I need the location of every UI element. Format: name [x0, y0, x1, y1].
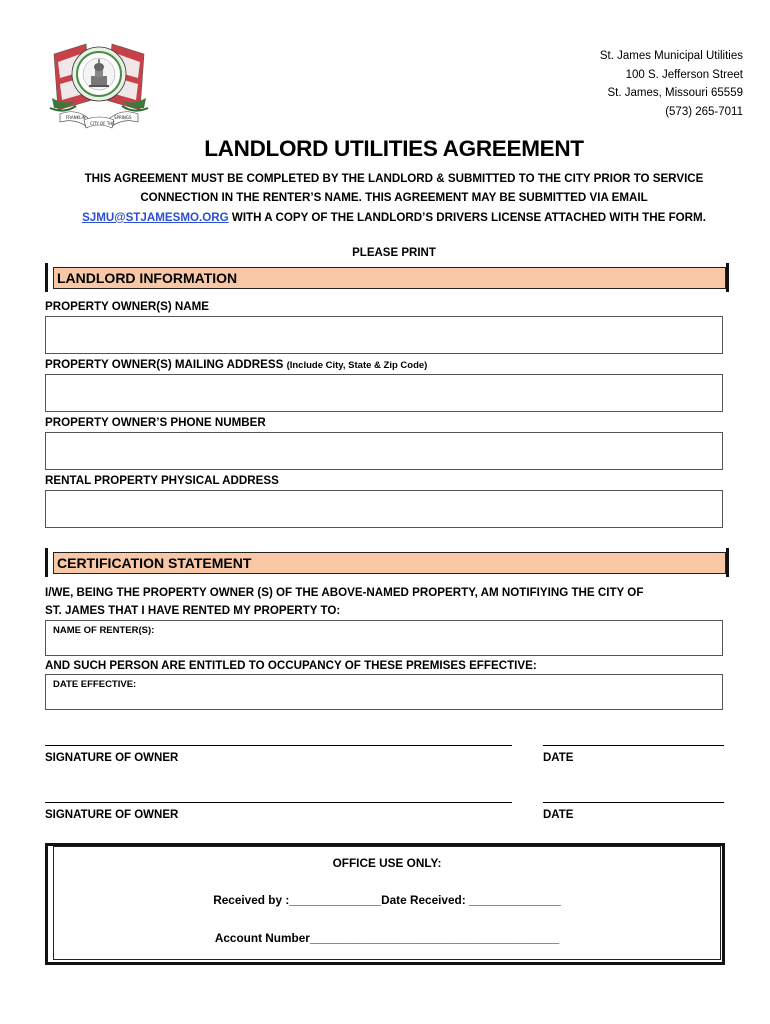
svg-text:FRANKLIN: FRANKLIN [66, 115, 86, 120]
account-number-line: Account Number______________________________________ [214, 931, 560, 945]
intro-line-rest: WITH A COPY OF THE LANDLORD’S DRIVERS LICENSE ATTACHED WITH THE FORM. [228, 210, 706, 224]
occupancy-statement: AND SUCH PERSON ARE ENTITLED TO OCCUPANCY OF THESE PREMISES EFFECTIVE: [45, 659, 537, 672]
date-label: DATE [543, 809, 574, 821]
signature-owner-label: SIGNATURE OF OWNER [45, 809, 179, 821]
mailing-address-label [45, 358, 427, 371]
date-line-1[interactable] [543, 745, 724, 746]
email-link[interactable]: SJMU@STJAMESMO.ORG [82, 210, 229, 224]
date-effective-field[interactable] [45, 674, 723, 710]
address-line: St. James, Missouri 65559 [607, 87, 743, 99]
renter-name-label: NAME OF RENTER(S): [53, 625, 155, 636]
mailing-address-field[interactable] [45, 374, 723, 412]
office-use-heading: OFFICE USE ONLY: [332, 856, 442, 870]
mailing-address-label-text: PROPERTY OWNER(S) MAILING ADDRESS [45, 358, 284, 371]
owner-signature-line-2[interactable] [45, 802, 512, 803]
signature-owner-label: SIGNATURE OF OWNER [45, 752, 179, 764]
address-line: 100 S. Jefferson Street [625, 68, 743, 81]
received-by-line: Received by :______________Date Received: ______________ [213, 893, 561, 907]
statement-line: I/WE, BEING THE PROPERTY OWNER (S) OF THE ABOVE-NAMED PROPERTY, AM NOTIFIYING THE CITY OF [45, 586, 644, 599]
please-print-note: PLEASE PRINT [352, 247, 436, 259]
date-label: DATE [543, 752, 574, 764]
intro-line: CONNECTION IN THE RENTER’S NAME. THIS AGREEMENT MAY BE SUBMITTED VIA EMAIL [140, 191, 648, 205]
intro-text [40, 169, 748, 227]
svg-text:SPRINGS: SPRINGS [114, 115, 132, 120]
certification-section-header [45, 548, 729, 577]
certification-section-title: CERTIFICATION STATEMENT [53, 552, 726, 574]
phone-field[interactable] [45, 432, 723, 470]
renter-name-field[interactable] [45, 620, 723, 656]
intro-line [40, 208, 748, 227]
intro-line: THIS AGREEMENT MUST BE COMPLETED BY THE LANDLORD & SUBMITTED TO THE CITY PRIOR TO SERVICE [84, 172, 704, 185]
address-phone: (573) 265-7011 [665, 105, 743, 118]
rental-address-label: RENTAL PROPERTY PHYSICAL ADDRESS [45, 474, 279, 487]
mailing-address-note: (Include City, State & Zip Code) [286, 360, 428, 371]
utility-address [600, 47, 743, 121]
rental-address-field[interactable] [45, 490, 723, 528]
owner-signature-line-1[interactable] [45, 745, 512, 746]
office-use-box [45, 843, 725, 965]
date-line-2[interactable] [543, 802, 724, 803]
owner-name-field[interactable] [45, 316, 723, 354]
certification-statement [45, 584, 735, 620]
svg-text:CITY OF THE: CITY OF THE [90, 121, 115, 126]
date-effective-label: DATE EFFECTIVE: [53, 679, 137, 690]
page-title: LANDLORD UTILITIES AGREEMENT [204, 136, 584, 161]
city-seal-logo [46, 40, 152, 132]
office-use-inner [53, 846, 721, 960]
landlord-section-title: LANDLORD INFORMATION [53, 267, 726, 289]
landlord-section-header [45, 263, 729, 292]
owner-name-label: PROPERTY OWNER(S) NAME [45, 300, 210, 313]
address-line: St. James Municipal Utilities [599, 50, 743, 62]
phone-label: PROPERTY OWNER’S PHONE NUMBER [45, 416, 266, 429]
statement-line: ST. JAMES THAT I HAVE RENTED MY PROPERTY TO: [45, 604, 341, 617]
